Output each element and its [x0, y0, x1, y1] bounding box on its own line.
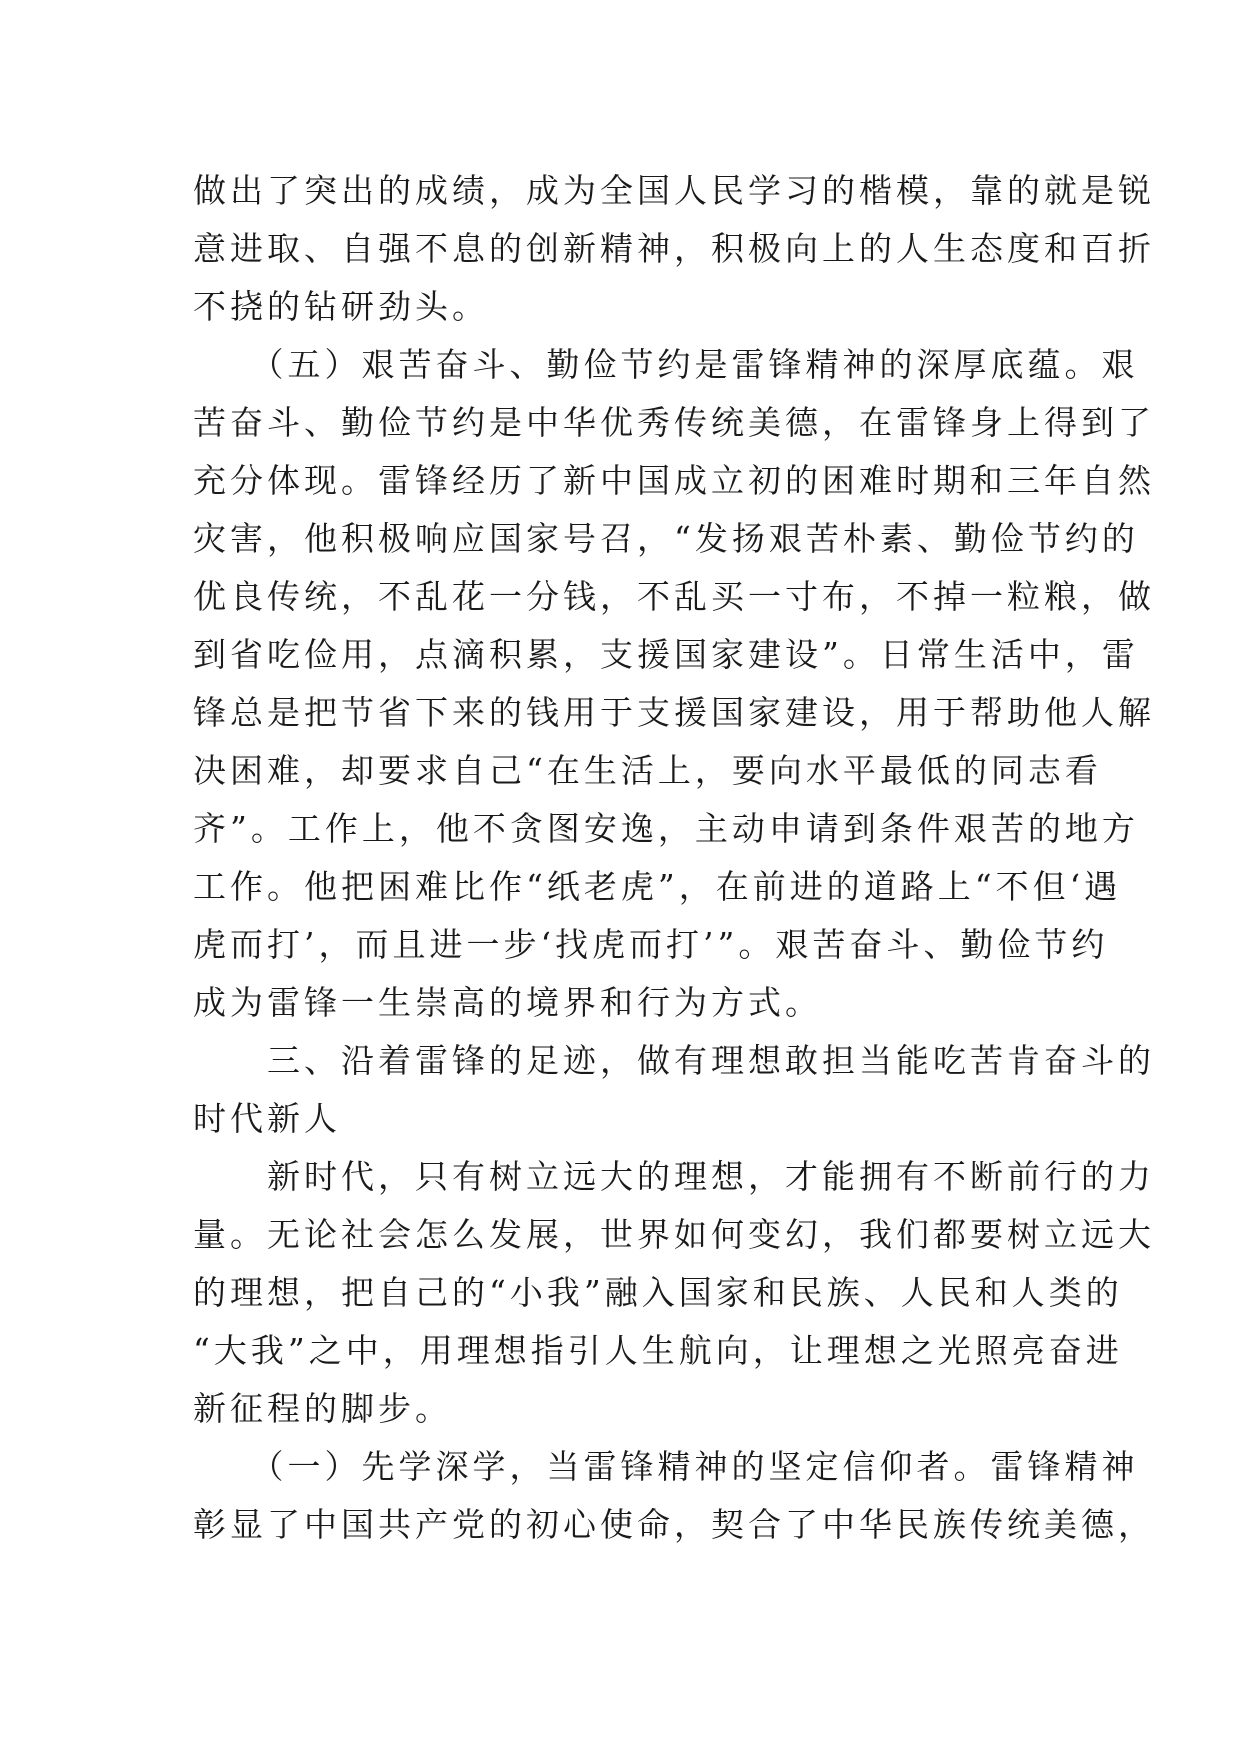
text-line: 彰显了中国共产党的初心使命，契合了中华民族传统美德， [193, 1505, 1155, 1544]
text-line: 意进取、自强不息的创新精神，积极向上的人生态度和百折 [193, 229, 1155, 268]
text-line: 灾害，他积极响应国家号召，“发扬艰苦朴素、勤俭节约的 [193, 519, 1139, 558]
text-line: 锋总是把节省下来的钱用于支援国家建设，用于帮助他人解 [193, 693, 1155, 732]
text-line: 到省吃俭用，点滴积累，支援国家建设”。日常生活中，雷 [193, 635, 1139, 674]
text-line: 工作。他把困难比作“纸老虎”，在前进的道路上“不但‘遇 [193, 867, 1122, 906]
text-line: 的理想，把自己的“小我”融入国家和民族、人民和人类的 [193, 1273, 1123, 1312]
text-line: 成为雷锋一生崇高的境界和行为方式。 [193, 983, 822, 1022]
text-line: 新时代，只有树立远大的理想，才能拥有不断前行的力 [193, 1157, 1155, 1196]
text-line: 做出了突出的成绩，成为全国人民学习的楷模，靠的就是锐 [193, 171, 1155, 210]
text-line: 量。无论社会怎么发展，世界如何变幻，我们都要树立远大 [193, 1215, 1155, 1254]
text-line: 不挠的钻研劲头。 [193, 287, 489, 326]
text-line: 决困难，却要求自己“在生活上，要向水平最低的同志看 [193, 751, 1102, 790]
text-line: 虎而打’，而且进一步‘找虎而打’”。艰苦奋斗、勤俭节约 [193, 925, 1109, 964]
text-line: 新征程的脚步。 [193, 1389, 452, 1428]
text-line: 充分体现。雷锋经历了新中国成立初的困难时期和三年自然 [193, 461, 1155, 500]
section-heading: 三、沿着雷锋的足迹，做有理想敢担当能吃苦肯奋斗的 [193, 1041, 1155, 1080]
text-line: （一）先学深学，当雷锋精神的坚定信仰者。雷锋精神 [193, 1447, 1139, 1486]
text-line: 齐”。工作上，他不贪图安逸，主动申请到条件艰苦的地方 [193, 809, 1139, 848]
body-text [193, 162, 1155, 1554]
text-line: “大我”之中，用理想指引人生航向，让理想之光照亮奋进 [193, 1331, 1123, 1370]
text-line: 优良传统，不乱花一分钱，不乱买一寸布，不掉一粒粮，做 [193, 577, 1155, 616]
section-heading: 时代新人 [193, 1099, 341, 1138]
text-line: 苦奋斗、勤俭节约是中华优秀传统美德，在雷锋身上得到了 [193, 403, 1155, 442]
text-line: （五）艰苦奋斗、勤俭节约是雷锋精神的深厚底蕴。艰 [193, 345, 1139, 384]
